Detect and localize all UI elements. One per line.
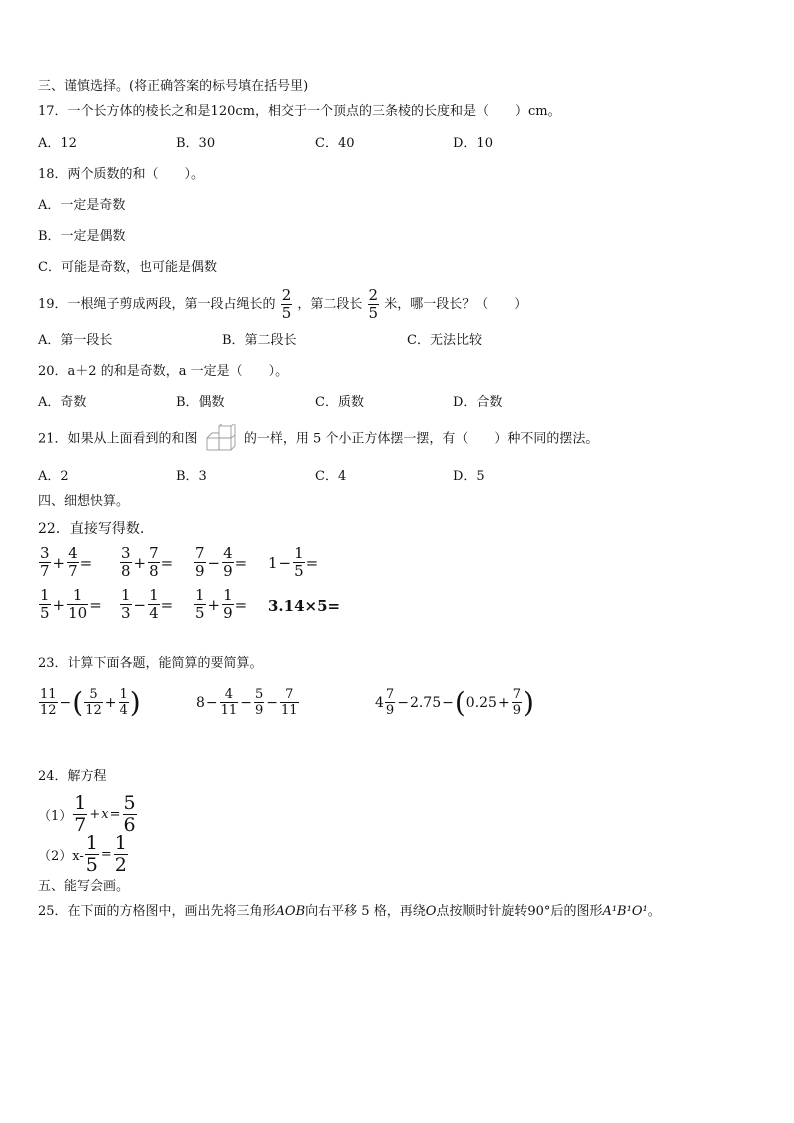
q22-r1-c3: $\frac{7}{9}$ − $\frac{4}{9}$ =	[195, 544, 248, 580]
q22-r1-c4: 1 − $\frac{1}{5}$ =	[268, 544, 319, 580]
q23-expr-1: $\frac{11}{12}$ − ( $\frac{5}{12}$ + $\frac{1}{4}$ )	[40, 685, 141, 719]
q24-equation-2: （2）x- $\frac{1}{5}$ = $\frac{1}{2}$	[38, 832, 127, 876]
q24-equation-1: （1） $\frac{1}{7}$ + x = $\frac{5}{6}$	[38, 792, 136, 836]
q19-option-a[interactable]: A．第一段长	[38, 333, 113, 348]
q17-option-d[interactable]: D．10	[453, 136, 493, 151]
section-5-title: 五、能写会画。	[38, 879, 130, 894]
q22-title: 22．直接写得数.	[38, 521, 145, 537]
section-4-title: 四、细想快算。	[38, 494, 130, 509]
q21-option-c[interactable]: C．4	[315, 469, 347, 484]
q19-part3: 米，哪一段长？（ ）	[384, 297, 528, 312]
q18-option-b[interactable]: B．一定是偶数	[38, 229, 126, 244]
q22-r2-c3: $\frac{1}{5}$ + $\frac{1}{9}$ =	[195, 586, 248, 622]
q22-r2-c4: 3.14×5=	[268, 597, 341, 615]
q20-option-b[interactable]: B．偶数	[176, 395, 225, 410]
q20-option-d[interactable]: D．合数	[453, 395, 503, 410]
q25-text: 25．在下面的方格图中，画出先将三角形AOB向右平移 5 格，再绕O点按顺时针旋转90°后的图形A¹B¹O¹。	[38, 904, 661, 919]
q22-r2-c1: $\frac{1}{5}$ + $\frac{1}{10}$ =	[40, 586, 102, 622]
q23-expr-3: 4 $\frac{7}{9}$ − 2.75 − ( 0.25 + $\frac{7}{9}$ )	[375, 685, 534, 719]
q23-expr-2: 8 − $\frac{4}{11}$ − $\frac{5}{9}$ − $\frac{7}{11}$	[196, 687, 298, 718]
q24-title: 24．解方程	[38, 769, 107, 784]
q21-option-a[interactable]: A．2	[38, 469, 69, 484]
q21-part2: 的一样，用 5 个小正方体摆一摆，有（ ）种不同的摆法。	[243, 431, 599, 447]
q18-text: 18．两个质数的和（ ）。	[38, 167, 205, 182]
q22-r1-c2: $\frac{3}{8}$ + $\frac{7}{8}$ =	[121, 544, 174, 580]
q19-option-b[interactable]: B．第二段长	[222, 333, 297, 348]
cube-figure-icon	[204, 424, 238, 454]
q18-option-a[interactable]: A．一定是奇数	[38, 198, 126, 213]
q19-fraction-1: $\frac{2}{5}$	[281, 286, 292, 322]
q23-title: 23．计算下面各题，能简算的要简算。	[38, 656, 263, 671]
q21-option-b[interactable]: B．3	[176, 469, 207, 484]
q20-text: 20．a＋2 的和是奇数，a 一定是（ ）。	[38, 364, 289, 379]
q18-option-c[interactable]: C．可能是奇数，也可能是偶数	[38, 260, 217, 275]
q17-option-c[interactable]: C．40	[315, 136, 355, 151]
q19-text	[38, 288, 527, 322]
q22-r2-c2: $\frac{1}{3}$ − $\frac{1}{4}$ =	[121, 586, 174, 622]
q19-part1: 19．一根绳子剪成两段，第一段占绳长的	[38, 297, 276, 312]
q20-option-c[interactable]: C．质数	[315, 395, 364, 410]
q21-text	[38, 424, 598, 455]
q20-option-a[interactable]: A．奇数	[38, 395, 87, 410]
q22-r1-c1: $\frac{3}{7}$ + $\frac{4}{7}$ =	[40, 544, 93, 580]
q17-text: 17．一个长方体的棱长之和是120cm，相交于一个顶点的三条棱的长度和是（ ）cm。	[38, 104, 561, 119]
q19-part2: ，第二段长	[297, 297, 363, 312]
q21-part1: 21．如果从上面看到的和图	[38, 431, 198, 447]
q17-option-a[interactable]: A．12	[38, 136, 77, 151]
q17-option-b[interactable]: B．30	[176, 136, 216, 151]
q21-option-d[interactable]: D．5	[453, 469, 485, 484]
q19-option-c[interactable]: C．无法比较	[407, 333, 482, 348]
section-3-title: 三、谨慎选择。(将正确答案的标号填在括号里)	[38, 79, 309, 94]
q19-fraction-2: $\frac{2}{5}$	[368, 286, 379, 322]
